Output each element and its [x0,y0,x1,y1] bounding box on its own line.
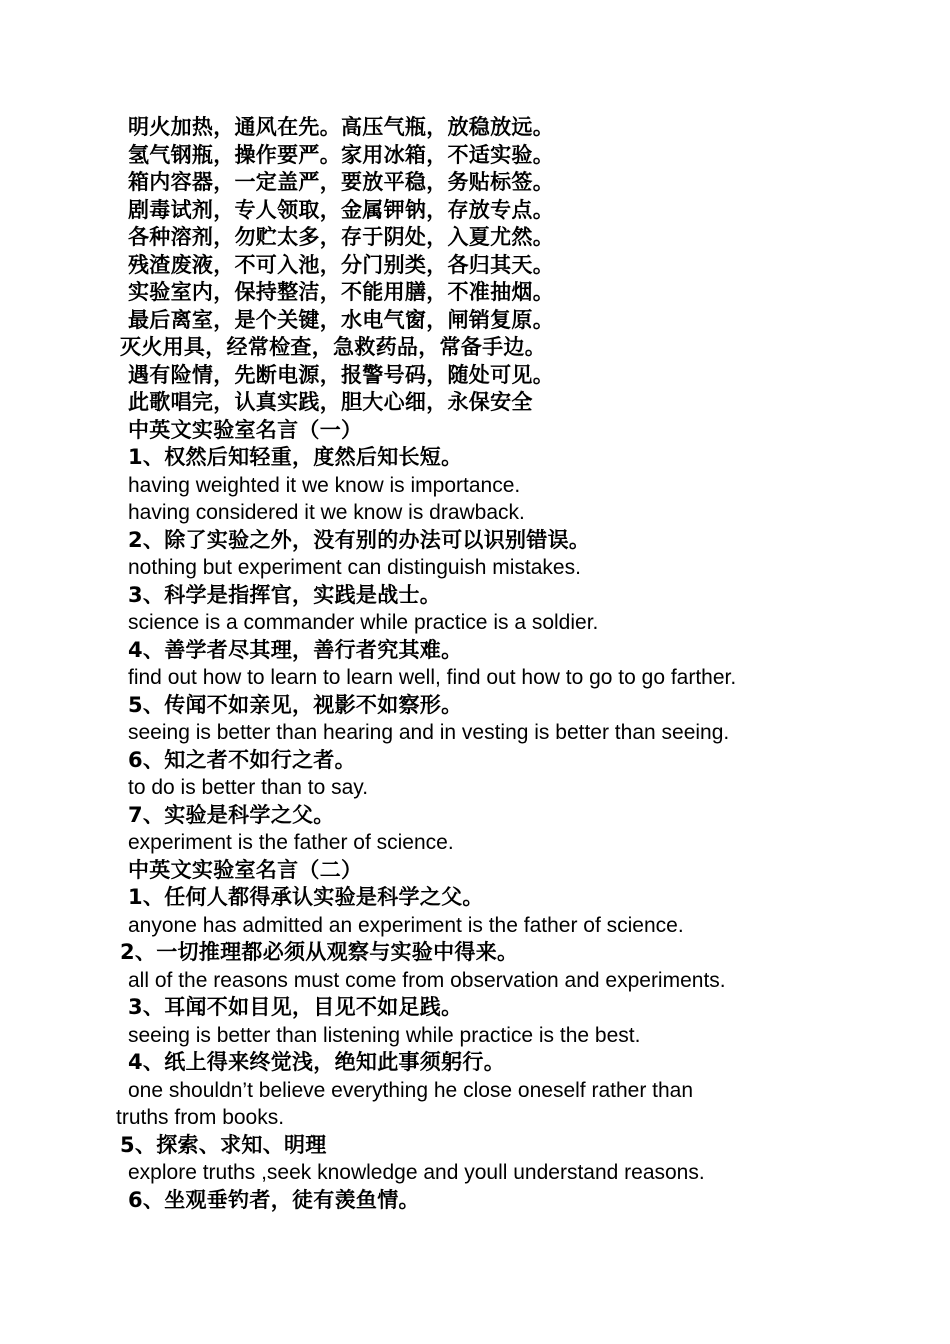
text-line: 6、坐观垂钓者，徒有羡鱼情。 [128,1187,420,1212]
text-line: anyone has admitted an experiment is the father of science. [128,913,684,937]
text-line: 中英文实验室名言（一） [128,417,363,442]
text-line: having weighted it we know is importance. [128,473,521,497]
text-line: seeing is better than hearing and in vesting is better than seeing. [128,721,730,744]
text-line: 4、善学者尽其理，善行者究其难。 [128,637,463,662]
text-line: 中英文实验室名言（二） [128,857,363,882]
text-line: 箱内容器，一定盖严，要放平稳，务贴标签。 [128,170,554,194]
text-line: 剧毒试剂，专人领取，金属钾钠，存放专点。 [128,197,554,222]
text-line: 明火加热，通风在先。高压气瓶，放稳放远。 [128,115,554,139]
text-line: 1、权然后知轻重，度然后知长短。 [128,445,463,469]
text-line: 6、知之者不如行之者。 [128,747,356,772]
text-line: seeing is better than listening while practice is the best. [128,1023,641,1047]
text-line: 遇有险情，先断电源，报警号码，随处可见。 [128,362,554,387]
text-line: 5、传闻不如亲见，视影不如察形。 [128,692,463,717]
text-line: 5、探索、求知、明理 [120,1132,327,1157]
text-line: nothing but experiment can distinguish mistakes. [128,556,581,579]
text-line: all of the reasons must come from observation and experiments. [128,968,726,992]
text-line: 各种溶剂，勿贮太多，存于阴处，入夏尤然。 [128,225,554,249]
text-line: 残渣废液，不可入池，分门别类，各归其天。 [128,252,554,277]
text-line: 3、耳闻不如目见，目见不如足践。 [128,995,463,1019]
text-line: to do is better than to say. [128,776,369,799]
text-line: 2、一切推理都必须从观察与实验中得来。 [120,940,519,964]
text-line: 氢气钢瓶，操作要严。家用冰箱，不适实验。 [128,142,554,167]
text-line: 1、任何人都得承认实验是科学之父。 [128,885,484,909]
text-line: 灭火用具，经常检查，急救药品，常备手边。 [120,335,546,359]
text-line: 3、科学是指挥官，实践是战士。 [128,582,442,607]
text-line: 7、实验是科学之父。 [128,802,335,827]
document-page [0,114,950,1214]
text-line: 2、除了实验之外，没有别的办法可以识别错误。 [128,527,591,552]
text-line: truths from books. [116,1106,285,1129]
text-line: one shouldn’t believe everything he close oneself rather than [128,1078,694,1102]
text-line: having considered it we know is drawback. [128,501,525,524]
text-line: 此歌唱完，认真实践，胆大心细，永保安全 [128,390,533,414]
text-line: find out how to learn to learn well, find out how to go to go farther. [128,666,737,689]
text-line: 最后离室，是个关键，水电气窗，闸销复原。 [128,307,554,332]
text-line: 4、纸上得来终觉浅，绝知此事须躬行。 [128,1050,506,1074]
text-line: explore truths ,seek knowledge and youll understand reasons. [128,1161,705,1184]
text-line: experiment is the father of science. [128,831,454,854]
text-line: science is a commander while practice is a soldier. [128,611,599,634]
text-line: 实验室内，保持整洁，不能用膳，不准抽烟。 [128,280,554,304]
